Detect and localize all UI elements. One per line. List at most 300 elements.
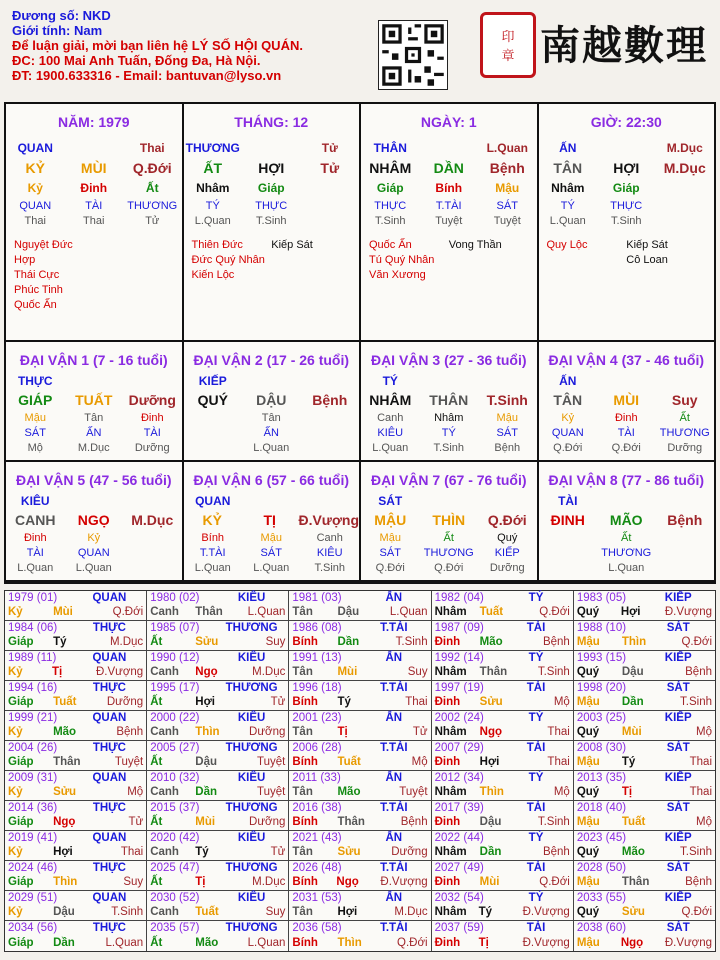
pillar-god-row <box>539 138 715 158</box>
dai-van-stem-branch-cell: MÃO <box>609 512 643 528</box>
year-label: 1983 (05) <box>576 592 627 604</box>
year-cell[interactable] <box>574 831 715 860</box>
year-god: T.TÀI <box>380 802 408 814</box>
year-label: 1997 (19) <box>434 682 484 694</box>
year-cell[interactable] <box>147 741 289 770</box>
year-stem: Đinh <box>434 876 461 888</box>
year-detail <box>292 906 427 919</box>
year-cell[interactable] <box>5 741 147 770</box>
four-pillars <box>6 104 714 342</box>
year-label: 1985 (07) <box>150 622 200 634</box>
year-cell[interactable] <box>432 891 574 920</box>
year-stem: Giáp <box>8 937 34 949</box>
year-cell[interactable] <box>432 681 574 710</box>
year-detail <box>8 786 143 799</box>
year-header <box>292 922 427 935</box>
contact-line: Để luận giải, mời bạn liên hệ LÝ SỐ HỘI QUÁN. <box>12 38 303 53</box>
year-label: 2014 (36) <box>8 802 58 814</box>
year-row <box>5 861 715 891</box>
year-cell[interactable] <box>5 711 147 740</box>
year-branch: Thìn <box>621 636 647 648</box>
year-header <box>292 892 427 905</box>
year-cell[interactable] <box>574 711 715 740</box>
year-label: 2002 (24) <box>434 712 484 724</box>
year-branch: Sửu <box>195 636 219 648</box>
pillar-god-row <box>184 138 360 158</box>
year-god: KIÊU <box>237 592 266 604</box>
year-stem: Kỷ <box>8 786 23 798</box>
year-cell[interactable] <box>147 891 289 920</box>
year-god: ẤN <box>385 892 403 904</box>
year-cell[interactable] <box>147 651 289 680</box>
year-cell[interactable] <box>147 921 289 951</box>
year-stem: Mậu <box>576 696 600 708</box>
year-header <box>8 832 143 845</box>
year-branch: Thân <box>337 816 365 828</box>
year-cell[interactable] <box>289 771 431 800</box>
stars-column <box>94 238 174 313</box>
dai-van-stem-branch-cell: T.Sinh <box>486 392 528 408</box>
year-branch: Tị <box>52 666 63 678</box>
year-header <box>435 652 570 665</box>
dai-van-hidden-stems-cell: Kỷ <box>561 411 575 424</box>
year-label: 2008 (30) <box>576 742 627 754</box>
year-header <box>8 802 143 815</box>
pillar-3 <box>361 104 539 340</box>
year-stem: Tân <box>292 786 313 798</box>
dai-van-stem-branch-cell: ĐINH <box>550 512 585 528</box>
year-stem: Nhâm <box>434 786 467 798</box>
year-stage: Q.Đới <box>681 636 712 648</box>
dai-van-stages-cell: L.Quan <box>253 561 290 574</box>
star-name: Văn Xương <box>369 269 426 281</box>
year-detail <box>8 756 143 769</box>
dai-van-hidden-stems-cell: Ất <box>443 531 454 544</box>
dai-van-title: ĐẠI VẬN 7 (67 - 76 tuổi) <box>370 472 527 488</box>
year-cell[interactable] <box>289 681 431 710</box>
year-branch: Thìn <box>53 876 78 888</box>
dai-van-hidden-stems-cell: Bính <box>201 531 225 544</box>
year-branch: Dậu <box>337 606 360 618</box>
pillar-stem-branch-row-cell: MÙI <box>80 160 107 176</box>
dai-van-hidden-stems-cell: Nhâm <box>434 411 464 424</box>
year-cell[interactable] <box>5 801 147 830</box>
dai-van-god-cell: ẤN <box>559 374 577 388</box>
star-name: Quốc Ấn <box>369 239 412 251</box>
dai-van-stages <box>361 440 537 455</box>
dai-van-hidden-stems-cell: Mậu <box>496 411 518 424</box>
year-cell[interactable] <box>574 681 715 710</box>
year-header <box>150 922 285 935</box>
year-label: 1998 (20) <box>576 682 627 694</box>
year-stem: Đinh <box>434 636 461 648</box>
dai-van-god <box>6 372 182 390</box>
year-cell[interactable] <box>432 801 574 830</box>
year-cell[interactable] <box>5 681 147 710</box>
year-cell[interactable] <box>147 591 289 620</box>
pillar-hidden-gods-row-cell: SÁT <box>496 199 518 212</box>
year-cell[interactable] <box>574 921 715 951</box>
year-branch: Thân <box>53 756 81 768</box>
year-header <box>435 622 570 635</box>
year-cell[interactable] <box>432 771 574 800</box>
year-stem: Canh <box>150 606 179 618</box>
year-cell[interactable] <box>289 651 431 680</box>
year-god: T.TÀI <box>380 922 408 934</box>
dai-van-stages-cell: L.Quan <box>17 561 54 574</box>
year-god: TÀI <box>526 622 546 634</box>
dai-van-stages-cell: L.Quan <box>253 441 290 454</box>
dai-van-stem-branch-cell: Dưỡng <box>128 392 176 408</box>
year-header <box>292 682 427 695</box>
year-cell[interactable] <box>5 831 147 860</box>
year-stage: Dưỡng <box>249 816 286 828</box>
year-cell[interactable] <box>574 621 715 650</box>
year-branch: Tý <box>53 636 67 648</box>
year-detail <box>8 726 143 739</box>
year-cell[interactable] <box>5 891 147 920</box>
year-cell[interactable] <box>5 651 147 680</box>
dai-van-stem-branch-cell: MÙI <box>613 392 640 408</box>
dai-van-hidden-gods-cell: T.TÀI <box>199 546 226 559</box>
year-detail <box>292 937 427 950</box>
dai-van-title: ĐẠI VẬN 4 (37 - 46 tuổi) <box>548 352 705 368</box>
year-header <box>150 742 285 755</box>
year-cell[interactable] <box>574 801 715 830</box>
year-cell[interactable] <box>289 711 431 740</box>
pillar-stem-branch-row-cell: DẦN <box>433 160 464 176</box>
year-stem: Bính <box>292 756 318 768</box>
year-branch: Hợi <box>337 906 358 918</box>
year-branch: Dần <box>195 786 217 798</box>
dai-van-god-cell: QUAN <box>195 494 231 508</box>
dai-van-god-cell: TÀI <box>558 494 578 508</box>
year-stem: Nhâm <box>434 606 467 618</box>
year-cell[interactable] <box>574 651 715 680</box>
pillar-stem-branch-row-cell: TÂN <box>553 160 583 176</box>
dai-van-stages-cell: T.Sinh <box>433 441 465 454</box>
year-detail <box>292 726 427 739</box>
dai-van-hidden-stems-cell: Mậu <box>379 531 401 544</box>
pillar-hidden-stems-row-cell: Nhâm <box>196 181 230 195</box>
dai-van-hidden-gods <box>6 545 182 560</box>
year-label: 2001 (23) <box>292 712 342 724</box>
dai-van-hidden-gods-cell: QUAN <box>551 426 584 439</box>
year-stage: Bệnh <box>685 876 712 888</box>
year-header <box>577 622 712 635</box>
year-branch: Sửu <box>479 696 503 708</box>
pillar-hidden-gods-row-cell: THỰC <box>374 199 407 212</box>
year-cell[interactable] <box>289 741 431 770</box>
year-header <box>435 772 570 785</box>
star-name: Thái Cực <box>14 269 60 281</box>
year-branch: Hợi <box>195 696 215 708</box>
year-header <box>292 592 427 605</box>
pillar-hidden-stems-row-cell: Nhâm <box>551 181 585 195</box>
year-stem: Tân <box>292 846 313 858</box>
year-cell[interactable] <box>147 711 289 740</box>
year-god: TÀI <box>526 742 546 754</box>
year-label: 2009 (31) <box>8 772 58 784</box>
dai-van-hidden-stems-cell: Quý <box>497 531 518 544</box>
year-label: 1992 (14) <box>434 652 484 664</box>
dai-van-hidden-stems-cell: Canh <box>377 411 404 424</box>
year-branch: Dậu <box>479 816 502 828</box>
pillar-god-row-cell: ẤN <box>559 141 577 155</box>
year-label: 2020 (42) <box>150 832 200 844</box>
year-cell[interactable] <box>289 861 431 890</box>
year-header <box>577 742 712 755</box>
year-header <box>150 652 285 665</box>
year-cell[interactable] <box>289 891 431 920</box>
year-label: 1981 (03) <box>292 592 342 604</box>
year-detail <box>150 756 285 769</box>
year-branch: Dần <box>621 696 644 708</box>
year-label: 2018 (40) <box>576 802 627 814</box>
year-detail <box>150 786 285 799</box>
dai-van-stem-branch-cell: THÂN <box>429 392 469 408</box>
year-stem: Giáp <box>8 876 34 888</box>
brand-logo: 南越數理 <box>540 22 708 69</box>
year-label: 2036 (58) <box>292 922 342 934</box>
year-god: SÁT <box>666 922 690 934</box>
year-stage: Q.Đới <box>397 937 428 949</box>
year-god: ẤN <box>385 772 403 784</box>
year-stage: Tử <box>128 816 144 828</box>
dai-van-hidden-gods-cell: ẤN <box>263 426 279 439</box>
year-label: 2029 (51) <box>8 892 58 904</box>
pillar-hidden-gods-row <box>184 198 360 213</box>
year-stage: Suy <box>265 636 286 648</box>
year-stem: Ất <box>150 876 163 888</box>
year-god: QUAN <box>92 652 127 664</box>
dai-van-stages-cell: L.Quan <box>608 561 645 574</box>
year-branch: Tý <box>621 756 636 768</box>
year-detail <box>435 696 570 709</box>
pillar-stage-row-cell: L.Quan <box>549 214 586 227</box>
pillar-hidden-gods-row-cell: THỰC <box>610 199 643 212</box>
year-detail <box>435 876 570 889</box>
year-god: KIẾP <box>664 712 692 724</box>
year-cell[interactable] <box>5 921 147 951</box>
year-cell[interactable] <box>147 621 289 650</box>
year-detail <box>8 846 143 859</box>
pillar-hidden-stems-row-cell: Đinh <box>80 181 108 195</box>
year-cell[interactable] <box>574 861 715 890</box>
year-cell[interactable] <box>5 591 147 620</box>
year-stage: Mộ <box>411 756 428 768</box>
year-header <box>577 682 712 695</box>
year-god: ẤN <box>385 592 403 604</box>
pillar-stem-branch-row-cell: ẤT <box>203 160 223 176</box>
year-label: 2028 (50) <box>576 862 627 874</box>
pillar-hidden-stems-row-cell: Ất <box>145 181 159 195</box>
year-detail <box>150 876 285 889</box>
pillar-hidden-gods-row-cell: TÝ <box>205 199 220 212</box>
year-cell[interactable] <box>432 921 574 951</box>
year-stem: Nhâm <box>434 666 467 678</box>
pillar-stem-branch-row <box>6 158 182 178</box>
year-stage: T.Sinh <box>537 816 570 828</box>
year-detail <box>292 606 427 619</box>
year-detail <box>150 666 285 679</box>
year-branch: Tị <box>478 937 489 949</box>
year-header <box>577 922 712 935</box>
star-name: Kiếp Sát <box>271 239 313 251</box>
year-cell[interactable] <box>432 711 574 740</box>
dai-van-hidden-gods <box>539 425 715 440</box>
year-detail <box>435 636 570 649</box>
year-header <box>435 712 570 725</box>
year-label: 1993 (15) <box>576 652 627 664</box>
year-cell[interactable] <box>432 741 574 770</box>
dai-van-hidden-gods-cell: SÁT <box>260 546 282 559</box>
year-header <box>577 712 712 725</box>
star-name: Thiên Đức <box>191 239 243 251</box>
year-cell[interactable] <box>432 651 574 680</box>
dai-van-hidden-stems-cell: Đinh <box>614 411 638 424</box>
year-stage: L.Quan <box>105 937 144 949</box>
year-stem: Mậu <box>576 816 600 828</box>
dai-van-6 <box>184 462 362 580</box>
pillar-hidden-stems-row-cell: Kỷ <box>27 181 43 195</box>
dai-van-stem-branch-cell: Q.Đới <box>487 512 527 528</box>
year-cell[interactable] <box>574 741 715 770</box>
year-god: TÝ <box>528 832 544 844</box>
pillar-stem-branch-row <box>184 158 360 178</box>
dai-van-hidden-stems-cell: Kỷ <box>87 531 101 544</box>
star-name: Kiến Lộc <box>191 269 235 281</box>
year-stage: Bệnh <box>400 816 428 828</box>
year-cell[interactable] <box>574 771 715 800</box>
year-detail <box>292 876 427 889</box>
year-stage: Mộ <box>696 816 712 828</box>
year-cell[interactable] <box>432 861 574 890</box>
year-detail <box>435 937 570 950</box>
year-cell[interactable] <box>289 801 431 830</box>
year-detail <box>292 666 427 679</box>
year-cell[interactable] <box>5 861 147 890</box>
year-detail <box>150 726 285 739</box>
year-label: 2015 (37) <box>150 802 200 814</box>
year-god: QUAN <box>92 592 127 604</box>
year-cell[interactable] <box>147 771 289 800</box>
year-branch: Dậu <box>195 756 217 768</box>
year-cell[interactable] <box>147 681 289 710</box>
year-god: THƯƠNG <box>225 682 278 694</box>
year-stem: Canh <box>150 786 179 798</box>
year-god: TÀI <box>526 922 546 934</box>
year-detail <box>577 606 712 619</box>
year-label: 1989 (11) <box>8 652 57 664</box>
pillar-stem-branch-row-cell: NHÂM <box>369 160 412 176</box>
year-cell[interactable] <box>432 621 574 650</box>
year-branch: Tị <box>621 786 633 798</box>
pillar-stage-row-cell: T.Sinh <box>255 214 287 227</box>
year-stage: Dưỡng <box>391 846 428 858</box>
stars-column <box>547 238 627 268</box>
year-branch: Tuất <box>53 696 77 708</box>
year-cell[interactable] <box>432 591 574 620</box>
year-cell[interactable] <box>289 591 431 620</box>
dai-van-stem-branch-cell: DẬU <box>256 392 287 408</box>
year-god: THỰC <box>92 922 126 934</box>
year-label: 1987 (09) <box>434 622 484 634</box>
year-label: 2030 (52) <box>150 892 200 904</box>
year-stem: Tân <box>292 606 313 618</box>
pillar-stage-row-cell: T.Sinh <box>610 214 642 227</box>
pillar-hidden-stems-row <box>184 178 360 198</box>
year-stem: Giáp <box>8 756 34 768</box>
dai-van-stem-branch <box>361 510 537 530</box>
year-stage: L.Quan <box>247 937 286 949</box>
phone-email-line[interactable]: ĐT: 1900.633316 - Email: bantuvan@lyso.vn <box>12 68 282 83</box>
year-detail <box>292 696 427 709</box>
year-cell[interactable] <box>289 831 431 860</box>
year-cell[interactable] <box>289 921 431 951</box>
year-branch: Hợi <box>53 846 73 858</box>
year-stage: Tuyệt <box>114 756 144 768</box>
year-stem: Tân <box>292 666 313 678</box>
stars-column <box>626 238 706 268</box>
year-row <box>5 741 715 771</box>
dai-van-hidden-gods-cell: TÀI <box>26 546 44 559</box>
year-god: ẤN <box>385 652 403 664</box>
year-header <box>8 922 143 935</box>
dai-van-hidden-gods <box>6 425 182 440</box>
dai-van-stem-branch-cell: TỊ <box>263 512 276 528</box>
pillar-god-row-cell: THƯƠNG <box>185 141 240 155</box>
year-header <box>435 592 570 605</box>
year-cell[interactable] <box>432 831 574 860</box>
year-cell[interactable] <box>5 771 147 800</box>
year-cell[interactable] <box>289 621 431 650</box>
year-cell[interactable] <box>574 891 715 920</box>
year-stage: Mộ <box>553 786 570 798</box>
year-header <box>292 712 427 725</box>
year-header <box>577 802 712 815</box>
year-cell[interactable] <box>147 861 289 890</box>
dai-van-stem-branch <box>539 510 715 530</box>
year-header <box>150 802 285 815</box>
year-label: 2012 (34) <box>434 772 484 784</box>
pillar-hidden-gods-row <box>539 198 715 213</box>
dai-van-god-cell: KIẾP <box>198 374 227 388</box>
year-branch: Mão <box>195 937 219 949</box>
dai-van-hidden-gods-cell: SÁT <box>496 426 518 439</box>
year-stage: Đ.Vượng <box>522 906 570 918</box>
pillar-1 <box>6 104 184 340</box>
year-stage: Tử <box>270 696 286 708</box>
year-cell[interactable] <box>574 591 715 620</box>
year-label: 2011 (33) <box>292 772 341 784</box>
year-cell[interactable] <box>147 801 289 830</box>
year-header <box>150 772 285 785</box>
year-row <box>5 921 715 951</box>
year-cell[interactable] <box>5 621 147 650</box>
year-god: TÝ <box>528 712 544 724</box>
year-cell[interactable] <box>147 831 289 860</box>
year-stage: M.Dục <box>109 636 144 648</box>
dai-van-god-cell: THỰC <box>17 374 53 388</box>
pillar-hidden-stems-row-cell: Mậu <box>495 181 520 195</box>
year-stage: Mộ <box>127 786 144 798</box>
year-header <box>577 592 712 605</box>
year-stage: Thai <box>689 786 712 798</box>
year-stem: Giáp <box>8 636 34 648</box>
year-header <box>435 802 570 815</box>
pillar-god-row-cell: Thai <box>139 141 165 155</box>
